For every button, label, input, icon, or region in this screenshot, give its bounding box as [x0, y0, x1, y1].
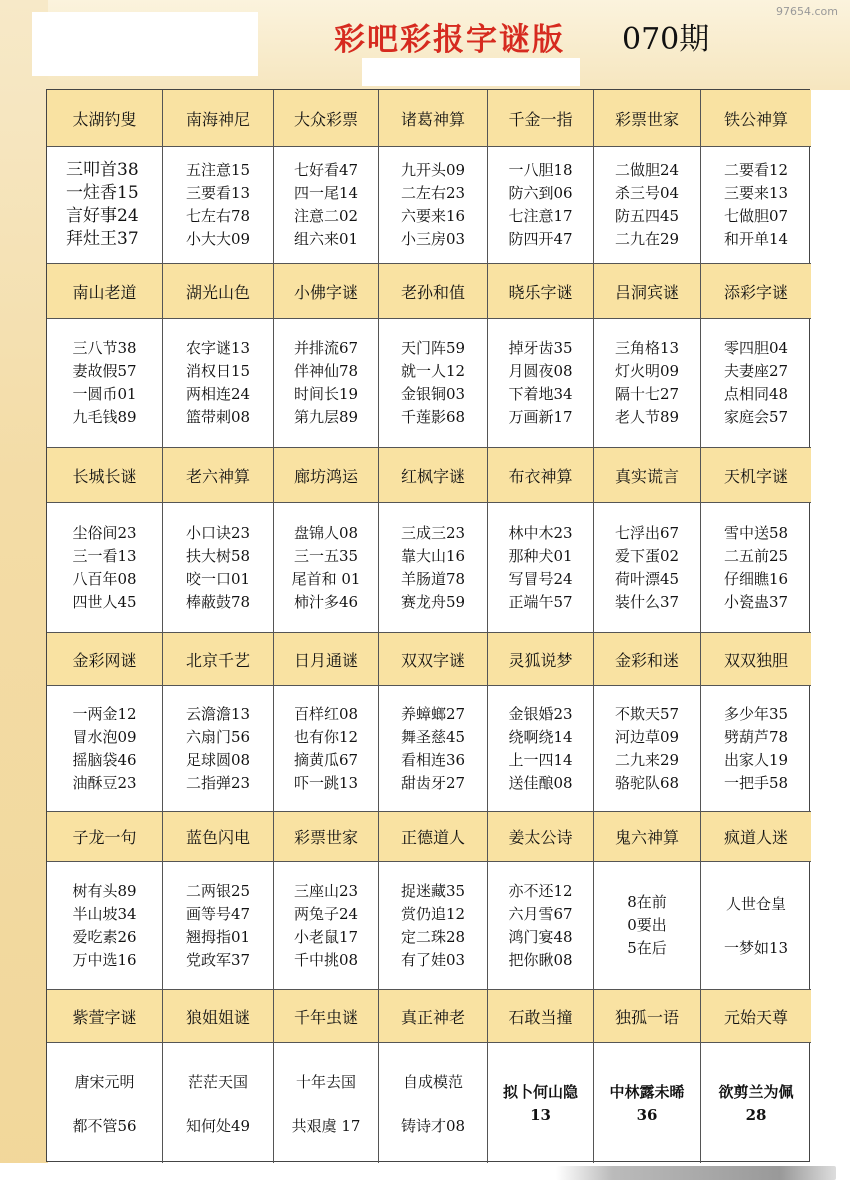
riddle-line: 掉牙齿35 [508, 339, 573, 357]
riddle-line: 八百年08 [72, 569, 137, 588]
riddle-line: 林中木23 [508, 523, 573, 542]
riddle-cell [274, 147, 379, 264]
riddle-line: 尘俗间23 [72, 523, 137, 542]
column-header: 诸葛神算 [379, 90, 488, 147]
column-header: 彩票世家 [594, 90, 701, 147]
riddle-line: 定二珠28 [400, 927, 466, 946]
column-header: 元始天尊 [701, 990, 811, 1043]
riddle-line: 防四开47 [508, 230, 573, 248]
riddle-line: 写冒号24 [508, 569, 573, 588]
riddle-line: 铸诗才08 [400, 1116, 466, 1135]
riddle-line: 那种犬01 [508, 546, 573, 565]
riddle-line: 28 [745, 1105, 767, 1124]
riddle-line: 二做胆24 [614, 161, 680, 179]
riddle-line: 防五四45 [614, 207, 680, 225]
riddle-line: 爱下蛋02 [614, 546, 680, 565]
riddle-cell [47, 319, 163, 448]
riddle-line: 正端午57 [508, 592, 573, 611]
column-header: 鬼六神算 [594, 812, 701, 862]
riddle-line: 老人节89 [614, 408, 680, 426]
column-header: 双双独胆 [701, 633, 811, 686]
column-header: 疯道人迷 [701, 812, 811, 862]
riddle-line: 画等号47 [185, 904, 251, 923]
riddle-line: 多少年35 [723, 704, 789, 723]
column-header: 石敢当撞 [488, 990, 594, 1043]
riddle-line: 四一尾14 [293, 184, 359, 202]
riddle-cell [594, 147, 701, 264]
column-header: 红枫字谜 [379, 448, 488, 503]
column-header: 双双字谜 [379, 633, 488, 686]
column-header: 紫萱字谜 [47, 990, 163, 1043]
riddle-line: 一两金12 [72, 704, 137, 723]
riddle-cell [274, 319, 379, 448]
riddle-line: 党政军37 [185, 950, 251, 969]
riddle-cell [379, 147, 488, 264]
riddle-line: 8在前 [627, 893, 667, 911]
riddle-line: 共艰虞 17 [291, 1116, 361, 1135]
riddle-line: 二两银25 [185, 881, 251, 900]
riddle-line: 河边草09 [614, 727, 680, 746]
column-header: 正德道人 [379, 812, 488, 862]
riddle-cell [379, 686, 488, 812]
riddle-line: 拜灶王37 [66, 229, 139, 249]
riddle-line: 小瓷蛊37 [723, 592, 789, 611]
riddle-line: 二指弹23 [185, 773, 251, 792]
column-header: 真正神老 [379, 990, 488, 1043]
riddle-line: 天门阵59 [400, 339, 466, 357]
riddle-line: 棒蔽鼓78 [185, 592, 251, 611]
page-shadow [556, 1166, 836, 1180]
riddle-line: 五注意15 [185, 161, 251, 179]
riddle-line: 小老鼠17 [293, 927, 359, 946]
riddle-line: 把你瞅08 [508, 950, 573, 969]
column-header: 老孙和值 [379, 264, 488, 319]
riddle-cell [379, 862, 488, 990]
riddle-cell [488, 147, 594, 264]
riddle-line: 三要来13 [723, 184, 789, 202]
riddle-line: 油酥豆23 [72, 773, 137, 792]
riddle-line: 鸿门宴48 [508, 927, 573, 946]
riddle-line: 装什么37 [614, 592, 680, 611]
riddle-line: 亦不还12 [508, 881, 573, 900]
riddle-line: 也有你12 [293, 727, 359, 746]
riddle-line: 九开头09 [400, 161, 466, 179]
riddle-line: 赏仍追12 [400, 904, 466, 923]
column-header: 子龙一句 [47, 812, 163, 862]
blank-subtitle-area [362, 58, 580, 86]
riddle-line: 时间长19 [293, 385, 359, 403]
riddle-line: 点相同48 [723, 385, 789, 403]
riddle-line: 七做胆07 [723, 207, 789, 225]
riddle-cell [274, 1043, 379, 1165]
riddle-line: 送佳酿08 [508, 773, 573, 792]
riddle-line: 并排流67 [293, 339, 359, 357]
column-header: 廊坊鸿运 [274, 448, 379, 503]
column-header: 小佛字谜 [274, 264, 379, 319]
column-header: 铁公神算 [701, 90, 811, 147]
riddle-line: 消权日15 [185, 362, 251, 380]
column-header: 南山老道 [47, 264, 163, 319]
riddle-line: 和开单14 [723, 230, 789, 248]
riddle-cell [701, 686, 811, 812]
riddle-line: 翘拇指01 [185, 927, 251, 946]
riddle-cell [47, 503, 163, 633]
riddle-line: 伴神仙78 [293, 362, 359, 380]
riddle-line: 摘黄瓜67 [293, 750, 359, 769]
riddle-line: 出家人19 [723, 750, 789, 769]
riddle-line: 唐宋元明 [74, 1072, 135, 1091]
riddle-cell [594, 319, 701, 448]
riddle-line: 羊肠道78 [400, 569, 466, 588]
riddle-cell [163, 686, 274, 812]
riddle-line: 咬一口01 [185, 569, 251, 588]
riddle-line: 言好事24 [66, 206, 139, 226]
column-header: 吕洞宾谜 [594, 264, 701, 319]
riddle-line: 一把手58 [723, 773, 789, 792]
riddle-line: 拟卜何山隐 [502, 1082, 578, 1101]
riddle-line: 二五前25 [723, 546, 789, 565]
column-header: 蓝色闪电 [163, 812, 274, 862]
riddle-table [46, 89, 810, 1162]
riddle-line: 三叩首38 [66, 160, 139, 180]
riddle-line: 下着地34 [508, 385, 573, 403]
riddle-line: 篮带刺08 [185, 408, 251, 426]
riddle-line: 六要来16 [400, 207, 466, 225]
column-header: 独孤一语 [594, 990, 701, 1043]
riddle-line: 劈葫芦78 [723, 727, 789, 746]
riddle-line: 13 [530, 1105, 551, 1124]
riddle-line: 三八节38 [72, 339, 137, 357]
riddle-line: 金银铜03 [400, 385, 466, 403]
riddle-cell [701, 862, 811, 990]
issue-number: 070期 [622, 22, 710, 57]
riddle-line: 一炷香15 [66, 183, 139, 203]
riddle-cell [379, 1043, 488, 1165]
riddle-line: 一梦如13 [723, 938, 789, 957]
riddle-cell [47, 862, 163, 990]
riddle-line: 中林露未晞 [609, 1082, 685, 1101]
column-header: 日月通谜 [274, 633, 379, 686]
riddle-cell [163, 319, 274, 448]
riddle-line: 赛龙舟59 [400, 592, 466, 611]
riddle-cell [47, 147, 163, 264]
riddle-line: 杀三号04 [614, 184, 680, 202]
riddle-cell [701, 503, 811, 633]
riddle-line: 二九来29 [614, 750, 680, 769]
riddle-line: 妻故假57 [72, 362, 137, 380]
riddle-line: 隔十七27 [614, 385, 680, 403]
column-header: 彩票世家 [274, 812, 379, 862]
riddle-line: 树有头89 [72, 881, 137, 900]
riddle-cell [701, 147, 811, 264]
riddle-cell [594, 862, 701, 990]
riddle-line: 七好看47 [293, 161, 359, 179]
riddle-cell [47, 1043, 163, 1165]
riddle-line: 冒水泡09 [72, 727, 137, 746]
riddle-line: 仔细瞧16 [723, 569, 789, 588]
column-header: 南海神尼 [163, 90, 274, 147]
riddle-line: 两相连24 [185, 385, 251, 403]
riddle-line: 吓一跳13 [293, 773, 359, 792]
column-header: 添彩字谜 [701, 264, 811, 319]
column-header: 金彩和迷 [594, 633, 701, 686]
riddle-line: 足球圆08 [185, 750, 251, 769]
riddle-cell [701, 319, 811, 448]
riddle-cell [488, 862, 594, 990]
riddle-line: 摇脑袋46 [72, 750, 137, 769]
column-header: 布衣神算 [488, 448, 594, 503]
riddle-cell [47, 686, 163, 812]
riddle-line: 九毛钱89 [72, 408, 137, 426]
riddle-line: 5在后 [627, 939, 667, 957]
riddle-cell [163, 147, 274, 264]
riddle-cell [488, 686, 594, 812]
riddle-line: 十年去国 [295, 1072, 356, 1091]
riddle-cell [163, 1043, 274, 1165]
riddle-line: 靠大山16 [400, 546, 466, 565]
riddle-cell [594, 503, 701, 633]
riddle-line: 半山坡34 [72, 904, 137, 923]
riddle-line: 第九层89 [293, 408, 359, 426]
riddle-line: 盘锦人08 [293, 523, 359, 542]
riddle-cell [274, 862, 379, 990]
riddle-line: 尾首和 01 [291, 569, 361, 588]
riddle-line: 就一人12 [400, 362, 466, 380]
riddle-line: 爱吃素26 [72, 927, 137, 946]
blank-logo-area [32, 12, 258, 76]
riddle-line: 茫茫天国 [187, 1072, 248, 1091]
riddle-line: 万画新17 [508, 408, 573, 426]
riddle-line: 七左右78 [185, 207, 251, 225]
column-header: 天机字谜 [701, 448, 811, 503]
riddle-line: 三座山23 [293, 881, 359, 900]
riddle-line: 四世人45 [72, 592, 137, 611]
riddle-line: 百样红08 [293, 704, 359, 723]
riddle-line: 月圆夜08 [508, 362, 573, 380]
riddle-line: 甜齿牙27 [400, 773, 466, 792]
riddle-line: 组六来01 [293, 230, 359, 248]
riddle-line: 二要看12 [723, 161, 789, 179]
page-title: 彩吧彩报字谜版 [334, 22, 565, 58]
riddle-line: 两兔子24 [293, 904, 359, 923]
riddle-cell [701, 1043, 811, 1165]
riddle-line: 注意二02 [293, 207, 359, 225]
riddle-line: 36 [636, 1105, 658, 1124]
riddle-line: 农字谜13 [185, 339, 251, 357]
riddle-cell [488, 1043, 594, 1165]
riddle-line: 千莲影68 [400, 408, 466, 426]
riddle-line: 七注意17 [508, 207, 573, 225]
riddle-line: 三一看13 [72, 546, 137, 565]
riddle-line: 捉迷藏35 [400, 881, 466, 900]
column-header: 千年虫谜 [274, 990, 379, 1043]
riddle-line: 雪中送58 [723, 523, 789, 542]
riddle-cell [274, 686, 379, 812]
riddle-line: 三成三23 [400, 523, 466, 542]
riddle-line: 三角格13 [614, 339, 680, 357]
riddle-line: 云澹澹13 [185, 704, 251, 723]
riddle-line: 绕啊绕14 [508, 727, 573, 746]
riddle-cell [594, 686, 701, 812]
riddle-line: 小口诀23 [185, 523, 251, 542]
riddle-line: 都不管56 [72, 1116, 137, 1135]
riddle-line: 有了娃03 [400, 950, 466, 969]
column-header: 长城长谜 [47, 448, 163, 503]
riddle-cell [379, 503, 488, 633]
riddle-line: 扶大树58 [185, 546, 251, 565]
column-header: 金彩网谜 [47, 633, 163, 686]
column-header: 老六神算 [163, 448, 274, 503]
riddle-line: 六扇门56 [185, 727, 251, 746]
riddle-cell [488, 319, 594, 448]
riddle-line: 防六到06 [508, 184, 573, 202]
riddle-line: 七浮出67 [614, 523, 680, 542]
column-header: 北京千艺 [163, 633, 274, 686]
riddle-line: 养蟑螂27 [400, 704, 466, 723]
column-header: 大众彩票 [274, 90, 379, 147]
riddle-line: 一圆币01 [72, 385, 137, 403]
riddle-cell [274, 503, 379, 633]
riddle-line: 万中选16 [72, 950, 137, 969]
riddle-line: 二左右23 [400, 184, 466, 202]
riddle-line: 三要看13 [185, 184, 251, 202]
riddle-cell [163, 503, 274, 633]
riddle-line: 小大大09 [185, 230, 251, 248]
riddle-line: 小三房03 [400, 230, 466, 248]
riddle-line: 一八胆18 [508, 161, 573, 179]
column-header: 太湖钓叟 [47, 90, 163, 147]
riddle-line: 柿汁多46 [293, 592, 359, 611]
left-margin-background [0, 0, 48, 1202]
riddle-line: 舞圣慈45 [400, 727, 466, 746]
riddle-cell [163, 862, 274, 990]
riddle-line: 三一五35 [293, 546, 359, 565]
riddle-line: 0要出 [627, 916, 667, 934]
riddle-line: 六月雪67 [508, 904, 573, 923]
riddle-line: 自成模范 [402, 1072, 463, 1091]
riddle-line: 欲剪兰为佩 [718, 1082, 794, 1101]
riddle-line: 千中挑08 [293, 950, 359, 969]
riddle-cell [594, 1043, 701, 1165]
column-header: 湖光山色 [163, 264, 274, 319]
riddle-line: 金银婚23 [508, 704, 573, 723]
riddle-line: 夫妻座27 [723, 362, 789, 380]
riddle-line: 灯火明09 [614, 362, 680, 380]
riddle-line: 人世仓皇 [725, 894, 786, 913]
riddle-line: 上一四14 [508, 750, 573, 769]
riddle-line: 零四胆04 [723, 339, 789, 357]
column-header: 姜太公诗 [488, 812, 594, 862]
riddle-line: 知何处49 [185, 1116, 251, 1135]
riddle-line: 骆驼队68 [614, 773, 680, 792]
riddle-line: 不欺天57 [614, 704, 680, 723]
site-watermark: 97654.com [776, 5, 838, 18]
riddle-line: 二九在29 [614, 230, 680, 248]
column-header: 狼姐姐谜 [163, 990, 274, 1043]
riddle-cell [379, 319, 488, 448]
riddle-cell [488, 503, 594, 633]
column-header: 真实谎言 [594, 448, 701, 503]
riddle-line: 看相连36 [400, 750, 466, 769]
column-header: 灵狐说梦 [488, 633, 594, 686]
column-header: 千金一指 [488, 90, 594, 147]
riddle-line: 荷叶漂45 [614, 569, 680, 588]
riddle-line: 家庭会57 [723, 408, 789, 426]
column-header: 晓乐字谜 [488, 264, 594, 319]
